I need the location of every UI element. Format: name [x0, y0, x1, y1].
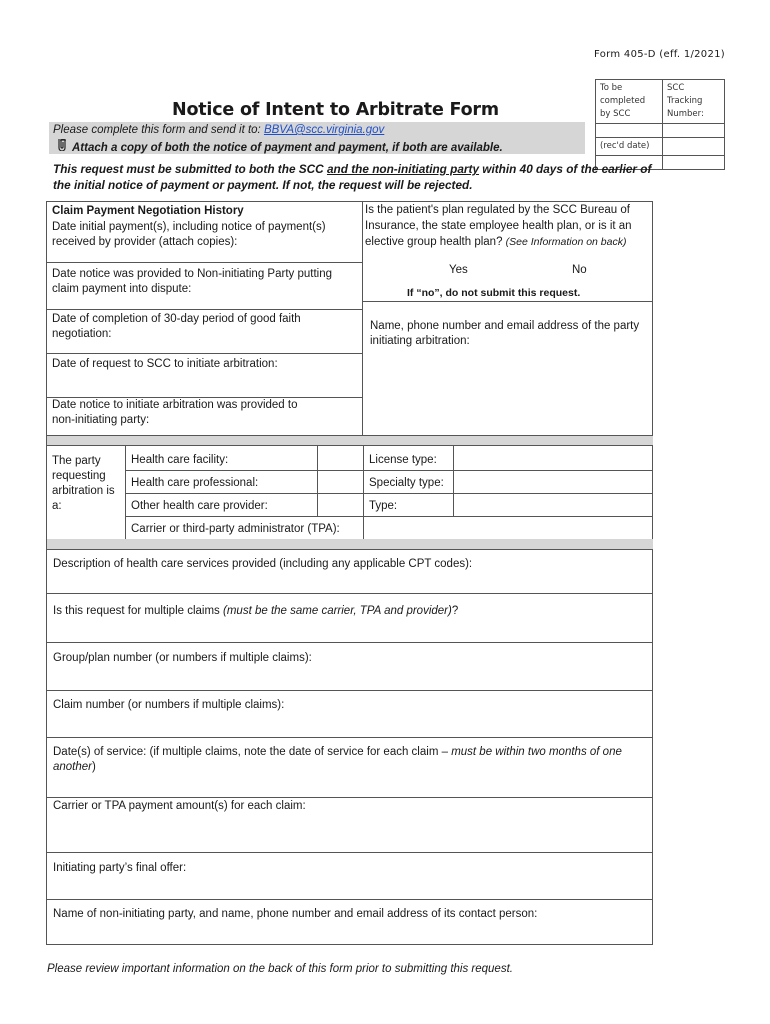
initiating-party-label: Name, phone number and email address of the party initiating arbitration:	[370, 320, 640, 347]
footer-note: Please review important information on the back of this form prior to submitting this request.	[47, 963, 513, 975]
facility-label: Health care facility:	[131, 454, 229, 466]
scc-use-box	[595, 79, 725, 169]
carrier-tpa-label: Carrier or third-party administrator (TPA):	[131, 523, 340, 535]
professional-label: Health care professional:	[131, 477, 259, 489]
if-no-warning: If “no”, do not submit this request.	[407, 287, 581, 299]
service-dates-suffix: )	[92, 761, 96, 773]
license-type-label: License type:	[369, 454, 437, 466]
requirement-text: This request must be submitted to both the SCC	[53, 162, 327, 176]
facility-checkbox-field[interactable]	[318, 446, 362, 469]
multiple-claims-italic: (must be the same carrier, TPA and provider)	[223, 605, 452, 617]
type-label: Type:	[369, 500, 398, 512]
final-offer-label: Initiating party’s final offer:	[53, 862, 187, 874]
form-table	[46, 201, 653, 945]
group-plan-label: Group/plan number (or numbers if multiple claims):	[53, 652, 312, 664]
form-number: Form 405-D (eff. 1/2021)	[594, 49, 725, 60]
scc-blank-cell	[663, 156, 725, 170]
scc-tracking-label: SCC Tracking Number:	[663, 80, 725, 124]
request-scc-label: Date of request to SCC to initiate arbitration:	[52, 358, 278, 370]
service-dates-label	[53, 745, 653, 775]
submission-requirement	[53, 162, 653, 193]
scc-blank-cell	[596, 124, 663, 138]
send-instruction	[53, 124, 384, 136]
recd-date-field[interactable]	[663, 138, 725, 156]
tracking-number-field[interactable]	[663, 124, 725, 138]
recd-date-label: (rec'd date)	[596, 138, 663, 156]
attach-text: Attach a copy of both the notice of payment and payment, if both are available.	[72, 142, 503, 154]
multiple-claims-label	[53, 604, 458, 619]
license-type-field[interactable]	[454, 446, 652, 469]
multiple-claims-text: Is this request for multiple claims	[53, 605, 224, 617]
claim-number-label: Claim number (or numbers if multiple claims):	[53, 699, 285, 711]
plan-question-note: (See Information on back)	[505, 236, 627, 248]
other-provider-label: Other health care provider:	[131, 500, 268, 512]
no-option[interactable]: No	[572, 264, 587, 276]
plan-question-text: Is the patient's plan regulated by the SCC Bureau of Insurance, the state employee health plan, or is it an elective group health plan?	[365, 204, 632, 248]
notice-dispute-label: Date notice was provided to Non-initiating Party putting claim payment into dispute:	[52, 268, 332, 295]
non-initiating-party-label: Name of non-initiating party, and name, phone number and email address of its contact person:	[53, 908, 538, 920]
to-be-completed-label: To be completed by SCC	[596, 80, 663, 124]
service-dates-italic: must be within two months of one another	[53, 746, 622, 773]
plan-question	[365, 202, 655, 250]
party-type-label: The party requesting arbitration is a:	[52, 455, 115, 512]
yes-option[interactable]: Yes	[449, 264, 468, 276]
services-description-label: Description of health care services provided (including any applicable CPT codes):	[53, 558, 473, 570]
multiple-claims-suffix: ?	[451, 605, 459, 617]
attach-instruction	[57, 139, 503, 154]
email-link[interactable]: BBVA@scc.virginia.gov	[263, 124, 385, 136]
notice-arbitration-label: Date notice to initiate arbitration was provided to non-initiating party:	[52, 399, 298, 426]
specialty-type-label: Specialty type:	[369, 477, 444, 489]
requirement-text-end: within 40 days of the earlier of the initial notice of payment or payment. If not, the request will be rejected.	[53, 162, 652, 192]
service-dates-text: Date(s) of service: (if multiple claims, note the date of service for each claim –	[53, 746, 452, 758]
payment-amount-label: Carrier or TPA payment amount(s) for each claim:	[53, 800, 306, 812]
completion-label: Date of completion of 30-day period of good faith negotiation:	[52, 313, 301, 340]
send-instruction-text: Please complete this form and send it to:	[53, 124, 264, 136]
history-heading: Claim Payment Negotiation History	[52, 205, 244, 217]
form-title: Notice of Intent to Arbitrate Form	[172, 100, 499, 120]
initial-payment-label: Date initial payment(s), including notice of payment(s) received by provider (attach copies):	[52, 221, 326, 248]
requirement-underline: and the non-initiating party	[326, 162, 480, 176]
paperclip-icon	[57, 139, 67, 154]
